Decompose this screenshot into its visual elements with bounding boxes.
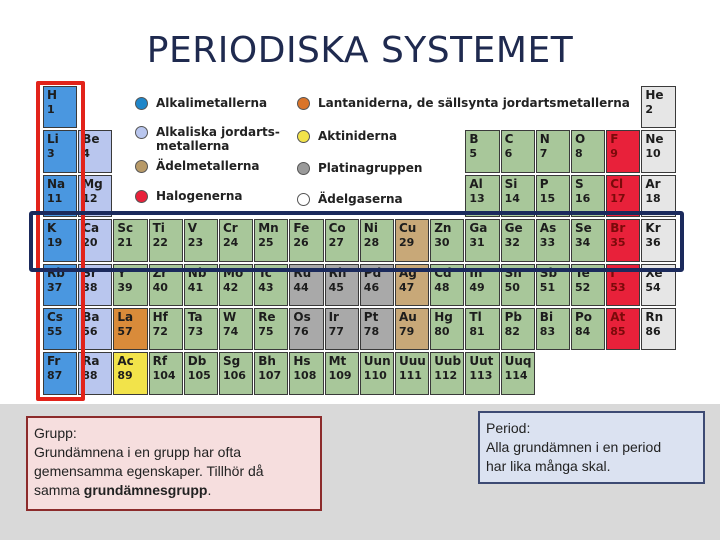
element-number: 21 (117, 236, 133, 250)
element-cell-pb (501, 308, 535, 350)
element-symbol: Ge (504, 221, 523, 236)
element-number: 22 (152, 236, 168, 250)
element-symbol: Pt (363, 310, 379, 324)
element-symbol: Bi (539, 310, 554, 324)
element-symbol: Co (328, 221, 346, 236)
period-text-line-1: Alla grundämnen i en period (486, 439, 662, 455)
period-explanation-box (478, 411, 705, 484)
element-symbol: Ar (645, 176, 661, 191)
element-number: 74 (223, 325, 239, 338)
element-number: 106 (223, 369, 246, 383)
element-cell-ir (325, 308, 359, 350)
element-cell-au (395, 308, 429, 350)
element-number: 79 (399, 325, 415, 338)
element-number: 80 (434, 325, 450, 338)
element-cell-b (465, 130, 499, 172)
element-number: 39 (117, 280, 133, 294)
element-symbol: Po (575, 310, 593, 324)
element-number: 110 (363, 369, 387, 383)
element-symbol: Se (575, 221, 592, 236)
element-symbol: Hg (434, 310, 453, 324)
element-symbol: Ta (187, 310, 203, 324)
element-cell-uut (465, 352, 499, 394)
element-symbol: Cr (223, 221, 238, 236)
element-symbol: Cl (610, 176, 624, 191)
element-symbol: K (47, 221, 57, 236)
element-symbol: Bh (258, 354, 276, 369)
legend-swatch (135, 126, 148, 139)
element-number: 8 (575, 147, 583, 161)
element-number: 86 (645, 325, 661, 338)
element-number: 41 (187, 280, 204, 294)
element-cell-bi (536, 308, 570, 350)
element-number: 26 (293, 236, 309, 250)
element-symbol: Mt (328, 354, 347, 369)
element-number: 13 (469, 191, 485, 205)
element-number: 2 (645, 103, 654, 116)
element-symbol: Nb (187, 265, 207, 280)
element-number: 24 (223, 236, 239, 250)
element-cell-hg (430, 308, 464, 350)
element-cell-uuu (395, 352, 429, 394)
element-cell-ac (113, 352, 147, 394)
element-number: 107 (258, 369, 282, 383)
element-number: 72 (152, 325, 168, 338)
element-number: 28 (363, 236, 380, 250)
element-symbol: O (575, 132, 586, 147)
legend-swatch (297, 130, 310, 143)
element-number: 15 (539, 191, 556, 205)
element-number: 54 (645, 280, 661, 294)
element-number: 16 (575, 191, 591, 205)
element-symbol: W (223, 310, 237, 324)
period-text-line-2: har lika många skal. (486, 458, 611, 474)
element-symbol: Ba (82, 310, 100, 324)
group-text-line-1: Grundämnena i en grupp har ofta (34, 444, 242, 460)
element-cell-la (113, 308, 147, 350)
legend-label: Platinagruppen (318, 161, 423, 175)
element-symbol: Cs (47, 310, 63, 324)
element-symbol: Ir (328, 310, 339, 324)
element-symbol: S (575, 176, 584, 191)
element-symbol: He (645, 88, 664, 102)
element-number: 114 (504, 369, 528, 383)
element-symbol: Cd (434, 265, 452, 280)
element-number: 40 (152, 280, 168, 294)
element-symbol: Li (47, 132, 59, 147)
element-number: 55 (47, 325, 63, 338)
element-number: 12 (82, 191, 98, 205)
element-symbol: Mo (223, 265, 244, 280)
legend-label: Ädelgaserna (318, 192, 403, 206)
element-number: 53 (610, 280, 626, 294)
element-symbol: Zn (434, 221, 452, 236)
element-number: 4 (82, 147, 90, 161)
element-symbol: Pd (363, 265, 382, 280)
element-symbol: Xe (645, 265, 663, 280)
page-title: PERIODISKA SYSTEMET (146, 30, 574, 71)
element-symbol: As (539, 221, 557, 236)
element-cell-db (184, 352, 218, 394)
element-number: 81 (469, 325, 485, 338)
element-symbol: Os (293, 310, 311, 324)
element-cell-at (606, 308, 640, 350)
element-symbol: Sg (223, 354, 241, 369)
element-number: 14 (504, 191, 520, 205)
element-symbol: Sn (504, 265, 522, 280)
element-symbol: I (610, 265, 615, 280)
element-symbol: Sb (539, 265, 558, 280)
element-cell-c (501, 130, 535, 172)
legend-swatch (135, 97, 148, 110)
element-symbol: Pb (504, 310, 522, 324)
element-number: 6 (504, 147, 513, 161)
element-cell-rf (149, 352, 183, 394)
element-symbol: Al (469, 176, 483, 191)
element-symbol: Fe (293, 221, 310, 236)
element-cell-os (289, 308, 323, 350)
element-cell-po (571, 308, 605, 350)
element-symbol: Cu (399, 221, 417, 236)
element-symbol: C (504, 132, 514, 147)
element-number: 109 (328, 369, 352, 383)
element-symbol: Kr (645, 221, 661, 236)
element-symbol: F (610, 132, 619, 147)
element-symbol: Rn (645, 310, 664, 324)
legend-label: Alkalimetallerna (156, 96, 268, 110)
element-number: 46 (363, 280, 380, 294)
element-number: 38 (82, 280, 98, 294)
element-symbol: Na (47, 176, 66, 191)
element-number: 89 (117, 369, 133, 383)
legend-label: Aktiniderna (318, 129, 398, 143)
element-number: 36 (645, 236, 661, 250)
element-number: 33 (539, 236, 556, 250)
legend-swatch (297, 193, 310, 206)
element-symbol: Ag (399, 265, 417, 280)
element-number: 3 (47, 147, 55, 161)
element-symbol: Ti (152, 221, 165, 236)
element-number: 29 (399, 236, 415, 250)
element-number: 84 (575, 325, 591, 338)
element-cell-ta (184, 308, 218, 350)
element-number: 50 (504, 280, 520, 294)
element-number: 30 (434, 236, 450, 250)
element-symbol: Ac (117, 354, 134, 369)
element-symbol: Au (399, 310, 417, 324)
element-number: 42 (223, 280, 239, 294)
element-symbol: Hf (152, 310, 168, 324)
element-cell-re (254, 308, 288, 350)
group-text-bold: grundämnesgrupp (83, 482, 208, 498)
element-cell-uub (430, 352, 464, 394)
element-cell-uun (360, 352, 394, 394)
element-symbol: Re (258, 310, 276, 324)
element-symbol: B (469, 132, 479, 147)
element-cell-rn (641, 308, 675, 350)
element-number: 113 (469, 369, 493, 383)
element-symbol: Hs (293, 354, 311, 369)
legend-swatch (297, 97, 310, 110)
element-symbol: Uub (434, 354, 462, 369)
element-number: 45 (328, 280, 344, 294)
element-symbol: Ru (293, 265, 312, 280)
group-heading: Grupp: (34, 425, 77, 441)
element-symbol: Ra (82, 354, 100, 369)
element-number: 85 (610, 325, 626, 338)
element-cell-hs (289, 352, 323, 394)
element-number: 108 (293, 369, 317, 383)
element-number: 87 (47, 369, 63, 383)
element-symbol: Tc (258, 265, 272, 280)
element-number: 1 (47, 103, 55, 116)
element-number: 75 (258, 325, 274, 338)
element-symbol: In (469, 265, 483, 280)
element-number: 78 (363, 325, 380, 338)
group-text-prefix: samma (34, 482, 84, 498)
element-number: 83 (539, 325, 556, 338)
legend-label: Lantaniderna, de sällsynta jordartsmetallerna (318, 96, 630, 110)
element-number: 111 (399, 369, 422, 383)
element-number: 44 (293, 280, 309, 294)
element-number: 51 (539, 280, 556, 294)
element-symbol: Uun (363, 354, 391, 369)
element-symbol: V (187, 221, 198, 236)
group-explanation-box (26, 416, 322, 511)
element-number: 48 (434, 280, 450, 294)
element-number: 73 (187, 325, 204, 338)
element-symbol: Uuq (504, 354, 532, 369)
element-cell-mt (325, 352, 359, 394)
element-cell-o (571, 130, 605, 172)
element-symbol: Sc (117, 221, 134, 236)
element-symbol: P (539, 176, 549, 191)
legend-label: Alkaliska jordarts- metallerna (156, 125, 280, 153)
element-cell-pt (360, 308, 394, 350)
legend-label: Ädelmetallerna (156, 159, 260, 173)
element-symbol: At (610, 310, 626, 324)
element-number: 19 (47, 236, 63, 250)
element-number: 43 (258, 280, 274, 294)
element-number: 34 (575, 236, 591, 250)
legend-swatch (135, 190, 148, 203)
element-number: 31 (469, 236, 485, 250)
element-symbol: Tl (469, 310, 482, 324)
element-symbol: Rf (152, 354, 168, 369)
element-number: 27 (328, 236, 344, 250)
element-number: 5 (469, 147, 478, 161)
element-number: 52 (575, 280, 591, 294)
element-symbol: Br (610, 221, 626, 236)
element-number: 49 (469, 280, 485, 294)
element-symbol: Uut (469, 354, 494, 369)
element-number: 23 (187, 236, 204, 250)
group-text-line-2: gemensamma egenskaper. Tillhör då (34, 463, 264, 479)
group-text-line-3 (34, 481, 314, 500)
element-cell-he (641, 86, 675, 128)
element-symbol: Te (575, 265, 590, 280)
element-number: 57 (117, 325, 133, 338)
element-cell-n (536, 130, 570, 172)
legend-label: Halogenerna (156, 189, 243, 203)
element-symbol: Mg (82, 176, 103, 191)
element-symbol: Rb (47, 265, 65, 280)
element-number: 32 (504, 236, 520, 250)
element-number: 11 (47, 191, 63, 205)
element-number: 35 (610, 236, 626, 250)
element-symbol: Si (504, 176, 518, 191)
element-number: 37 (47, 280, 63, 294)
element-cell-sg (219, 352, 253, 394)
element-symbol: Zr (152, 265, 168, 280)
element-symbol: Uuu (399, 354, 426, 369)
element-number: 105 (187, 369, 211, 383)
element-number: 82 (504, 325, 520, 338)
element-symbol: Fr (47, 354, 61, 369)
element-symbol: Sr (82, 265, 97, 280)
element-symbol: Mn (258, 221, 279, 236)
period-highlight-frame (29, 211, 684, 272)
element-number: 104 (152, 369, 176, 383)
element-number: 56 (82, 325, 98, 338)
element-symbol: Be (82, 132, 100, 147)
element-symbol: Rh (328, 265, 347, 280)
element-cell-ne (641, 130, 675, 172)
element-number: 18 (645, 191, 661, 205)
element-symbol: La (117, 310, 134, 324)
element-number: 25 (258, 236, 274, 250)
element-symbol: Ga (469, 221, 488, 236)
element-cell-f (606, 130, 640, 172)
element-cell-tl (465, 308, 499, 350)
element-number: 10 (645, 147, 661, 161)
element-number: 88 (82, 369, 98, 383)
element-number: 7 (539, 147, 548, 161)
element-symbol: Ne (645, 132, 664, 147)
legend-swatch (297, 162, 310, 175)
element-number: 20 (82, 236, 98, 250)
period-heading: Period: (486, 420, 531, 436)
element-symbol: H (47, 88, 58, 102)
element-number: 17 (610, 191, 626, 205)
element-cell-uuq (501, 352, 535, 394)
element-symbol: Ca (82, 221, 100, 236)
element-cell-hf (149, 308, 183, 350)
element-cell-bh (254, 352, 288, 394)
element-symbol: Ni (363, 221, 378, 236)
element-number: 77 (328, 325, 344, 338)
element-symbol: Db (187, 354, 207, 369)
element-number: 76 (293, 325, 309, 338)
group-text-suffix: . (207, 482, 212, 498)
element-number: 47 (399, 280, 415, 294)
element-symbol: N (539, 132, 550, 147)
element-symbol: Y (117, 265, 127, 280)
element-cell-w (219, 308, 253, 350)
legend-swatch (135, 160, 148, 173)
element-number: 112 (434, 369, 458, 383)
element-number: 9 (610, 147, 618, 161)
